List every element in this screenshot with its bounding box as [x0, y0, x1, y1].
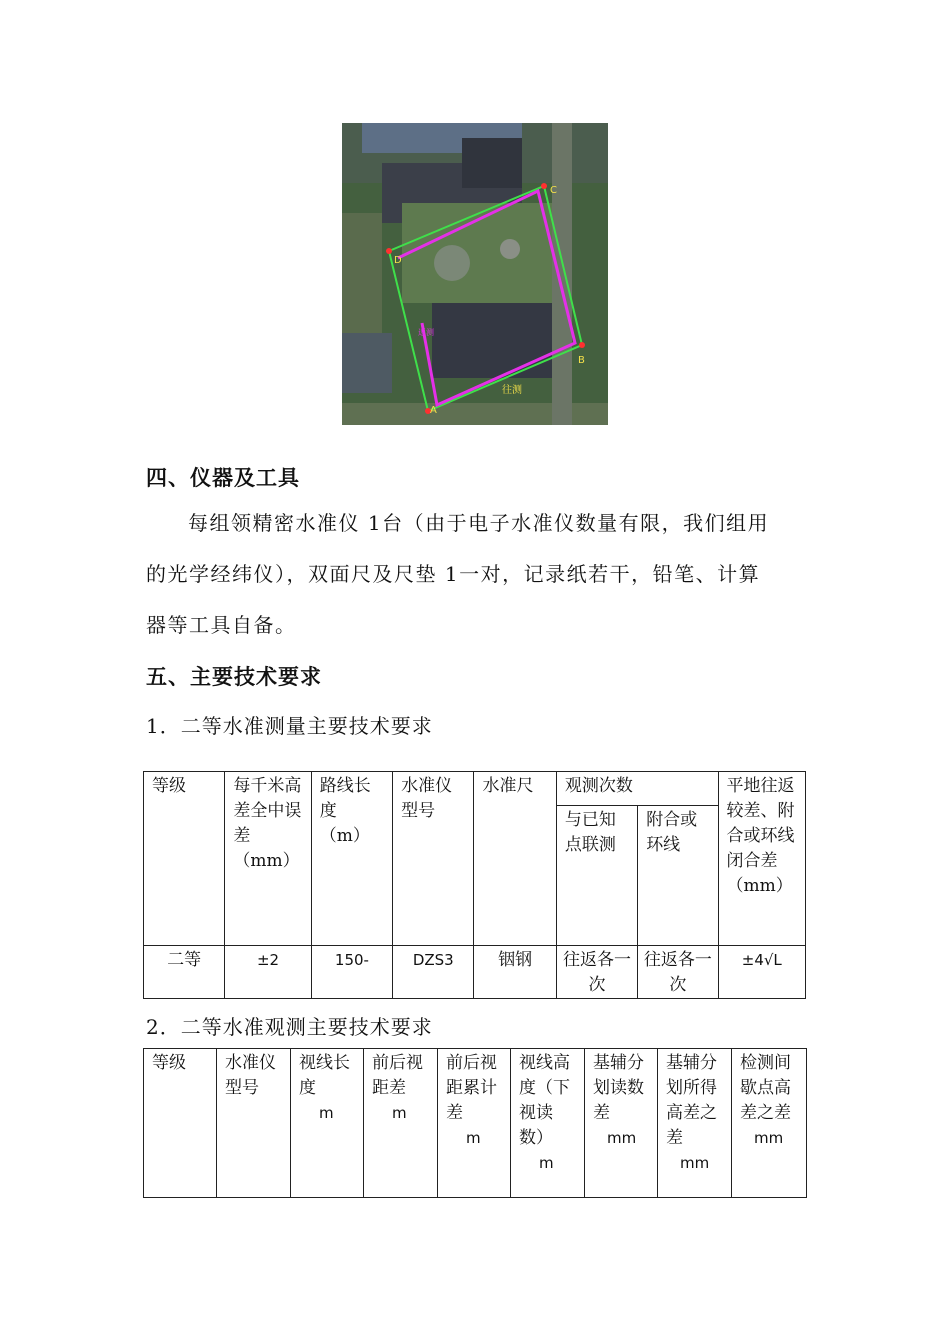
t1-header-error — [225, 772, 311, 946]
t2-header-sight-length-text: 视线长度 — [299, 1053, 350, 1098]
t2-header-grade — [144, 1049, 217, 1198]
map-point-d-label: D — [394, 255, 402, 266]
t2-header-grade-text: 等级 — [152, 1053, 186, 1073]
section-4-line-3: 器等工具自备。 — [146, 613, 297, 637]
t2-header-height-diff — [658, 1049, 732, 1198]
t2-header-instrument-text: 水准仪型号 — [225, 1053, 276, 1098]
section-4-line-1: 每组领精密水准仪 1台（由于电子水准仪数量有限，我们组用 — [188, 511, 770, 535]
t1-header-closure-text: 平地往返较差、附合或环线闭合差 — [726, 776, 795, 871]
t2-header-sight-height-text: 视线高度（下视读数） — [519, 1053, 570, 1148]
t2-header-distance-diff-text: 前后视距差 — [372, 1053, 423, 1098]
map-point-c-label: C — [550, 185, 557, 196]
t1-header-instrument: 水准仪型号 — [393, 772, 474, 946]
t2-header-sight-height — [511, 1049, 585, 1198]
site-map-figure — [342, 123, 608, 425]
t1-cell-loop: 往返各一次 — [638, 946, 718, 999]
table-level-survey-requirements — [143, 771, 806, 999]
t1-cell-route: 150- — [311, 946, 392, 999]
t1-cell-staff: 铟钢 — [474, 946, 556, 999]
t1-header-error-unit: （mm） — [233, 851, 300, 871]
t2-header-reading-diff — [585, 1049, 658, 1198]
t2-header-check-diff — [732, 1049, 807, 1198]
t2-header-height-diff-unit: mm — [680, 1154, 710, 1172]
t1-header-obs-known: 与已知点联测 — [556, 806, 637, 946]
map-point-a-label: A — [430, 405, 437, 416]
t2-header-cumulative-diff-text: 前后视距累计差 — [446, 1053, 497, 1123]
t2-header-reading-diff-unit: mm — [607, 1129, 637, 1147]
t2-header-check-diff-unit: mm — [754, 1129, 784, 1147]
t1-header-error-text: 每千米高差全中误差 — [233, 776, 302, 846]
section-4-heading: 四、仪器及工具 — [146, 466, 300, 490]
table-observation-requirements — [143, 1048, 807, 1198]
t1-header-route — [311, 772, 392, 946]
t2-header-distance-diff — [364, 1049, 438, 1198]
t1-header-obs-loop: 附合或环线 — [638, 806, 718, 946]
t1-cell-instrument: DZS3 — [393, 946, 474, 999]
t2-header-reading-diff-text: 基辅分划读数差 — [593, 1053, 644, 1123]
t1-header-closure-unit: （mm） — [726, 876, 793, 896]
t1-header-obs-count: 观测次数 — [556, 772, 718, 806]
t2-header-instrument — [217, 1049, 291, 1198]
t2-header-sight-height-unit: m — [539, 1154, 554, 1172]
map-point-b-label: B — [578, 355, 585, 366]
t1-cell-closure: ±4√L — [718, 946, 805, 999]
t2-header-sight-length-unit: m — [319, 1104, 334, 1122]
t2-header-distance-diff-unit: m — [392, 1104, 407, 1122]
map-back-label: 返测 — [418, 328, 434, 337]
t2-header-cumulative-diff — [438, 1049, 511, 1198]
t2-header-height-diff-text: 基辅分划所得高差之差 — [666, 1053, 717, 1148]
t2-header-cumulative-diff-unit: m — [466, 1129, 481, 1147]
map-forward-label: 往测 — [502, 385, 522, 396]
section-4-line-2: 的光学经纬仪），双面尺及尺垫 1一对，记录纸若干，铅笔、计算 — [146, 562, 761, 586]
subheading-1: 1．二等水准测量主要技术要求 — [146, 714, 433, 738]
t1-cell-known: 往返各一次 — [556, 946, 637, 999]
t1-header-route-unit: （m） — [319, 826, 370, 846]
t1-header-staff: 水准尺 — [474, 772, 556, 946]
t1-header-closure — [718, 772, 805, 946]
t1-cell-grade: 二等 — [144, 946, 225, 999]
t2-header-check-diff-text: 检测间歇点高差之差 — [740, 1053, 791, 1123]
subheading-2: 2．二等水准观测主要技术要求 — [146, 1015, 433, 1039]
section-5-heading: 五、主要技术要求 — [146, 665, 322, 689]
t1-header-grade: 等级 — [144, 772, 225, 946]
t1-header-route-text: 路线长度 — [319, 776, 371, 821]
t1-cell-error: ±2 — [225, 946, 311, 999]
t2-header-sight-length — [291, 1049, 364, 1198]
site-map-svg — [342, 123, 608, 425]
